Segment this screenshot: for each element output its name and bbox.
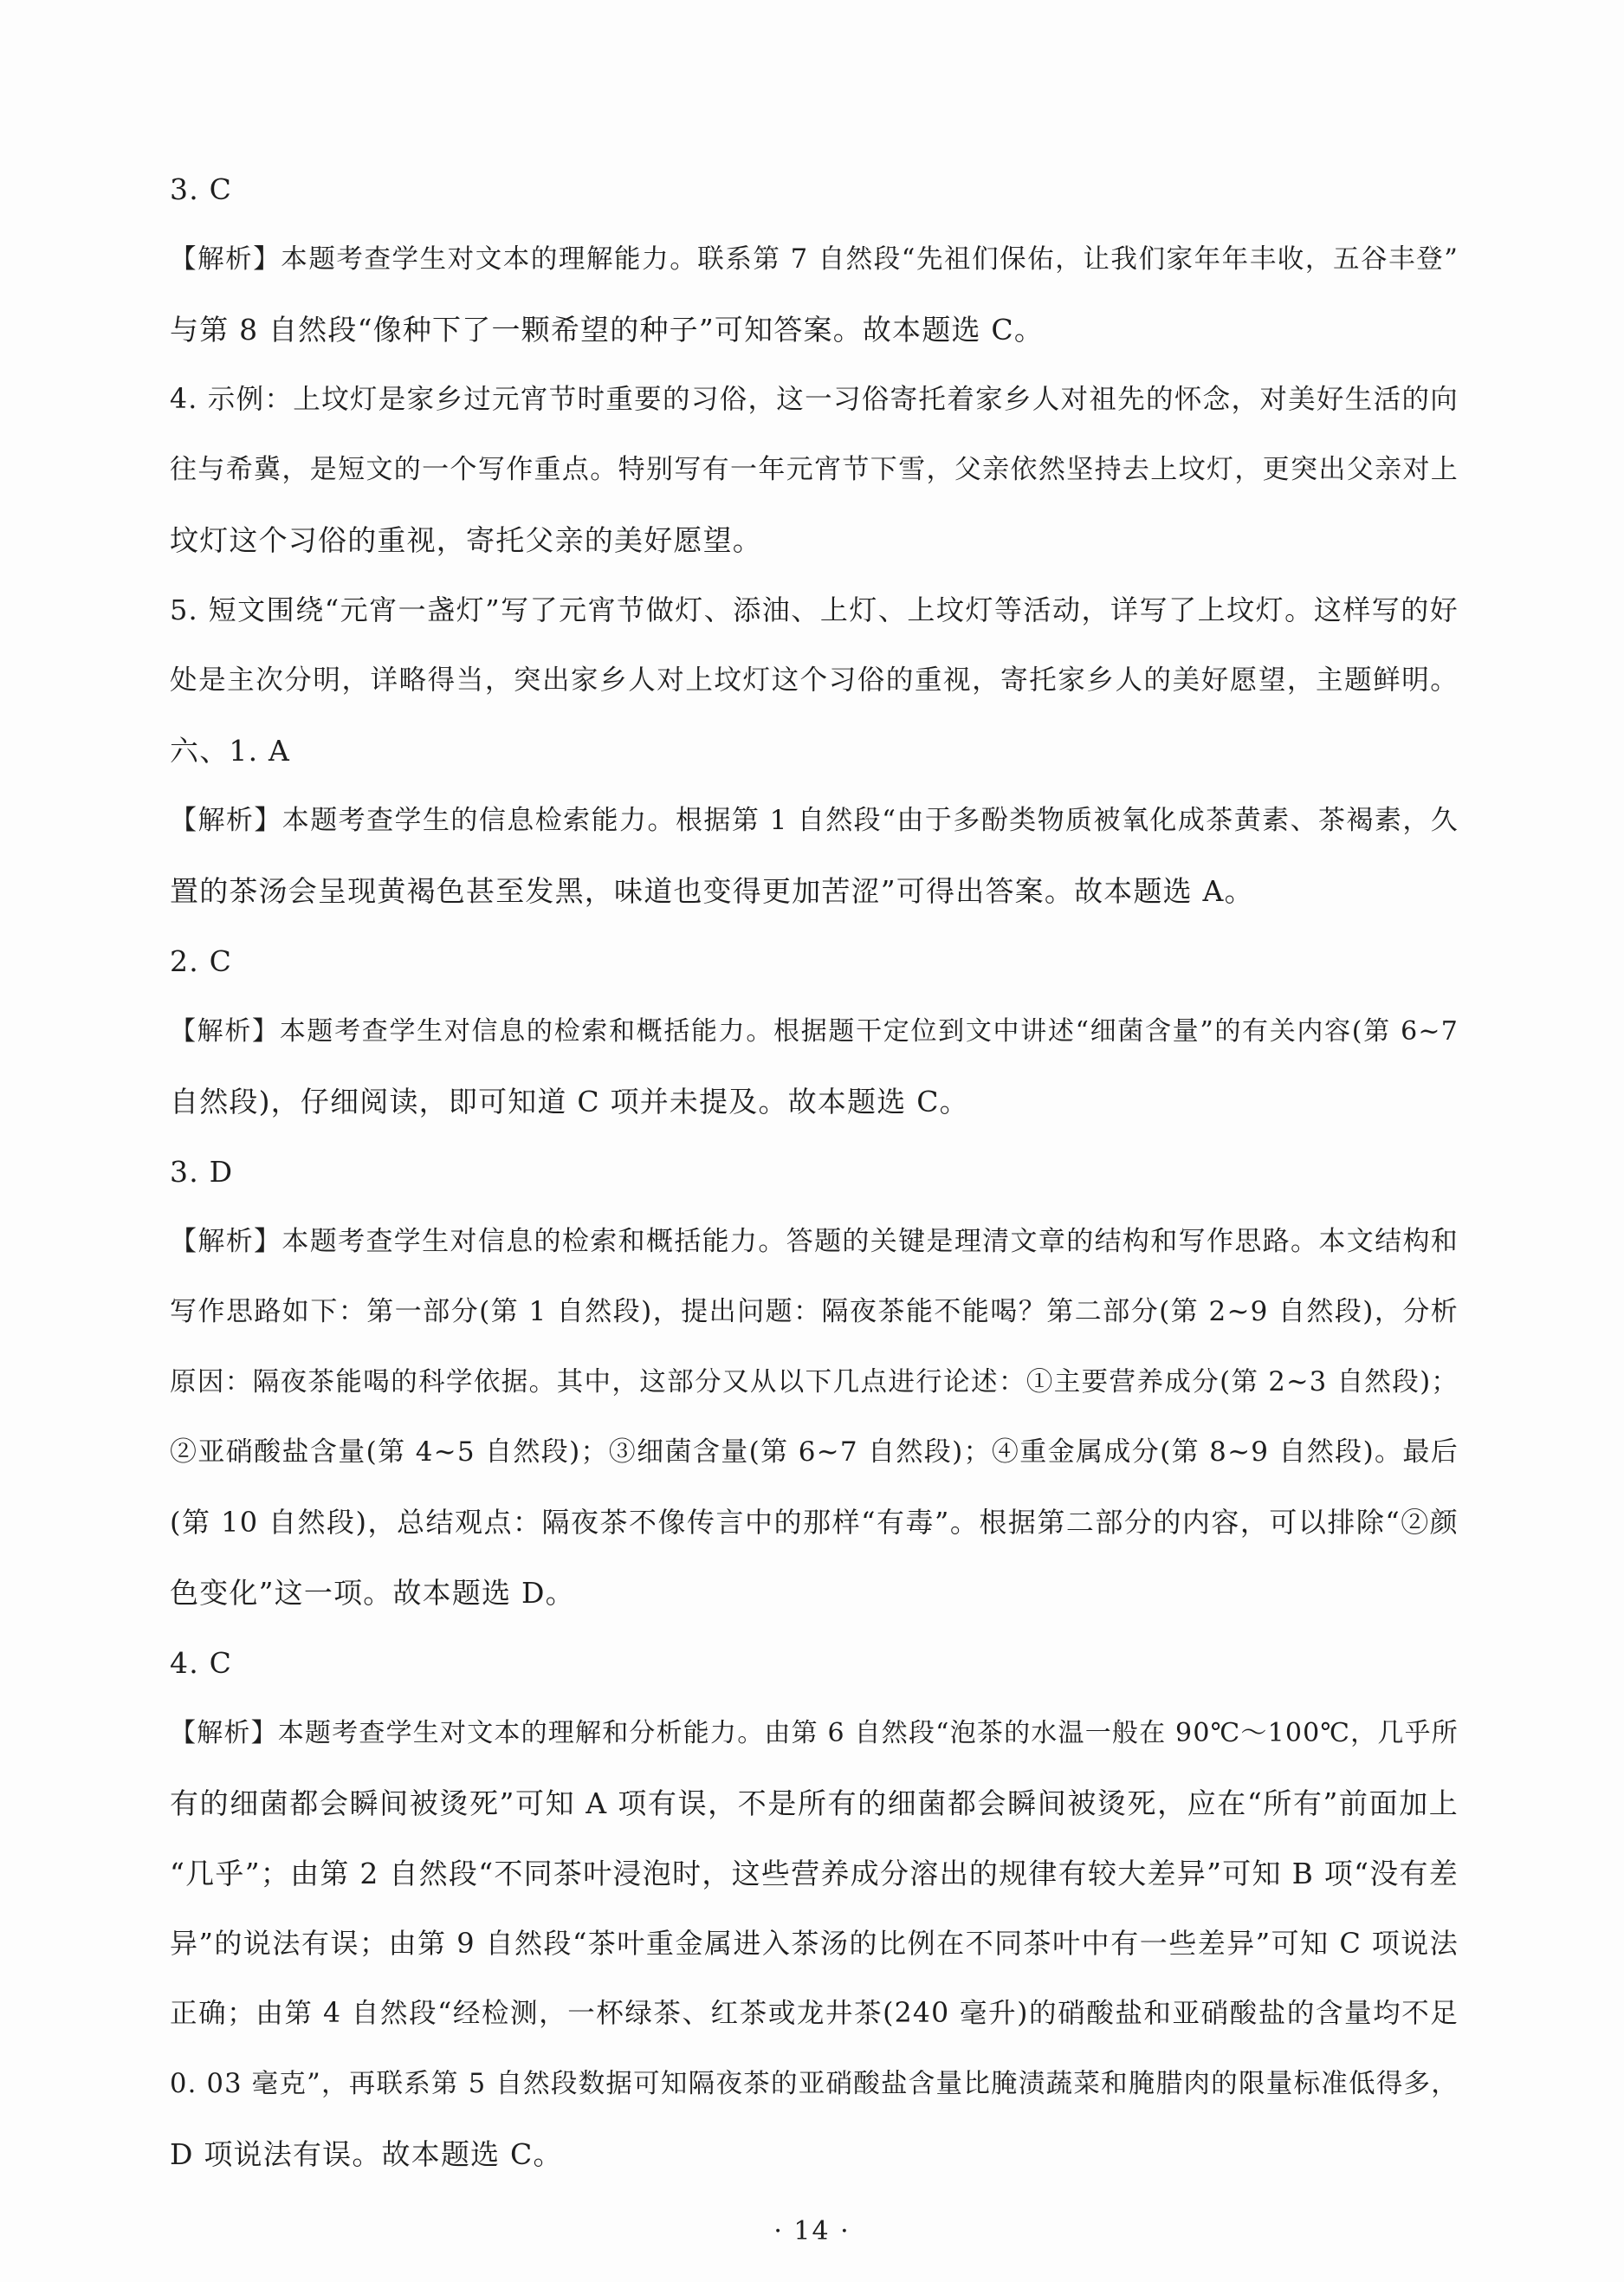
answer-text-body [170,154,1459,2189]
text-line: 0. 03 毫克”，再联系第 5 自然段数据可知隔夜茶的亚硝酸盐含量比腌渍蔬菜和腌腊肉的限量标准低得多， [170,2069,1459,2099]
text-line: 4. C [170,1646,233,1680]
text-line: 自然段)，仔细阅读，即可知道 C 项并未提及。故本题选 C。 [170,1085,969,1118]
text-line: 色变化”这一项。故本题选 D。 [170,1576,575,1610]
text-line: D 项说法有误。故本题选 C。 [170,2137,563,2171]
text-line: 3. C [170,172,233,206]
text-line: 六、1. A [170,734,291,768]
text-line: 与第 8 自然段“像种下了一颗希望的种子”可知答案。故本题选 C。 [170,313,1045,347]
text-line: 【解析】本题考查学生的信息检索能力。根据第 1 自然段“由于多酚类物质被氧化成茶黄素、茶褐素，久 [170,805,1459,836]
text-line: 4. 示例：上坟灯是家乡过元宵节时重要的习俗，这一习俗寄托着家乡人对祖先的怀念，对美好生活的向 [170,384,1459,415]
text-line: 写作思路如下：第一部分(第 1 自然段)，提出问题：隔夜茶能不能喝？第二部分(第 2~9 自然段)，分析 [170,1296,1459,1327]
text-line: 【解析】本题考查学生对信息的检索和概括能力。根据题干定位到文中讲述“细菌含量”的有关内容(第 6~7 [170,1016,1459,1047]
text-line: (第 10 自然段)，总结观点：隔夜茶不像传言中的那样“有毒”。根据第二部分的内容，可以排除“②颜 [170,1506,1459,1539]
text-line: 异”的说法有误；由第 9 自然段“茶叶重金属进入茶汤的比例在不同茶叶中有一些差异”可知 C 项说法 [170,1927,1459,1960]
text-line: 置的茶汤会呈现黄褐色甚至发黑，味道也变得更加苦涩”可得出答案。故本题选 A。 [170,874,1254,908]
text-line: 处是主次分明，详略得当，突出家乡人对上坟灯这个习俗的重视，寄托家乡人的美好愿望，主题鲜明。 [170,665,1459,696]
text-line: 原因：隔夜茶能喝的科学依据。其中，这部分又从以下几点进行论述：①主要营养成分(第 2~3 自然段)； [170,1367,1459,1397]
text-line: 2. C [170,944,233,978]
text-line: 往与希冀，是短文的一个写作重点。特别写有一年元宵节下雪，父亲依然坚持去上坟灯，更突出父亲对上 [170,454,1459,485]
text-line: 5. 短文围绕“元宵一盏灯”写了元宵节做灯、添油、上灯、上坟灯等活动，详写了上坟灯。这样写的好 [170,593,1459,626]
text-line: 【解析】本题考查学生对信息的检索和概括能力。答题的关键是理清文章的结构和写作思路。本文结构和 [170,1226,1459,1257]
text-line: 正确；由第 4 自然段“经检测，一杯绿茶、红茶或龙井茶(240 毫升)的硝酸盐和亚硝酸盐的含量均不足 [170,1998,1459,2029]
text-line: 有的细菌都会瞬间被烫死”可知 A 项有误，不是所有的细菌都会瞬间被烫死，应在“所有”前面加上 [170,1786,1459,1820]
page-number: · 14 · [773,2216,851,2246]
text-line: 【解析】本题考查学生对文本的理解能力。联系第 7 自然段“先祖们保佑，让我们家年年丰收，五谷丰登” [170,244,1459,275]
text-line: ②亚硝酸盐含量(第 4~5 自然段)；③细菌含量(第 6~7 自然段)；④重金属成分(第 8~9 自然段)。最后 [170,1436,1459,1468]
text-line: “几乎”；由第 2 自然段“不同茶叶浸泡时，这些营养成分溶出的规律有较大差异”可知 B 项“没有差 [170,1857,1459,1890]
text-line: 【解析】本题考查学生对文本的理解和分析能力。由第 6 自然段“泡茶的水温一般在 90℃～100℃，几乎所 [170,1718,1459,1748]
text-line: 3. D [170,1155,234,1189]
text-line: 坟灯这个习俗的重视，寄托父亲的美好愿望。 [170,523,762,557]
